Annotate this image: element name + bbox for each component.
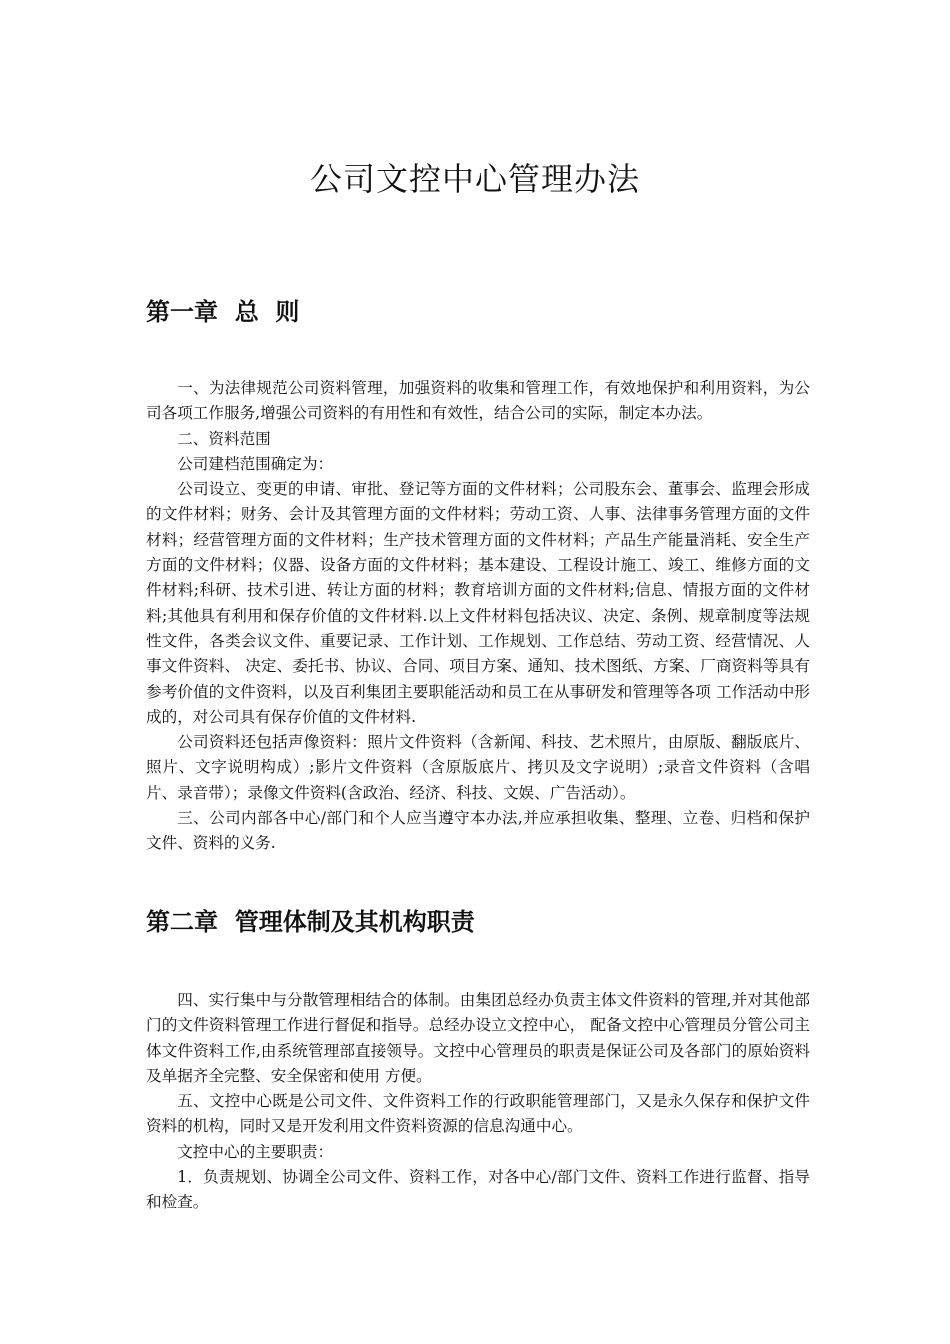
paragraph-audiovisual: 公司资料还包括声像资料：照片文件资料（含新闻、科技、艺术照片，由原版、翻版底片、照片、文字说明构成）;影片文件资料（含原版底片、拷贝及文字说明）;录音文件资料（含唱片、录音带）；录像文件资料(含政治、经济、科技、文娱、广告活动）。 (146, 733, 810, 802)
paragraph-scope-intro: 公司建档范围确定为： (177, 454, 334, 473)
chapter-1-heading: 第一章 总 则 (146, 298, 300, 326)
paragraph-article-1: 一、为法律规范公司资料管理，加强资料的收集和管理工作，有效地保护和利用资料，为公司各项工作服务,增强公司资料的有用性和有效性，结合公司的实际，制定本办法。 (146, 379, 810, 423)
paragraph-article-5: 五、文控中心既是公司文件、文件资料工作的行政职能管理部门，又是永久保存和保护文件资料的机构，同时又是开发利用文件资料资源的信息沟通中心。 (146, 1092, 810, 1136)
paragraph-article-3: 三、公司内部各中心/部门和个人应当遵守本办法,并应承担收集、整理、立卷、归档和保护文件、资料的义务. (146, 809, 810, 853)
chapter-2-heading: 第二章 管理体制及其机构职责 (146, 908, 475, 936)
document-title: 公司文控中心管理办法 (309, 160, 640, 198)
paragraph-scope-list: 公司设立、变更的申请、审批、登记等方面的文件材料；公司股东会、董事会、监理会形成的文件材料；财务、会计及其管理方面的文件材料；劳动工资、人事、法律事务管理方面的文件材料；经营管理方面的文件材料；生产技术管理方面的文件材料；产品生产能量消耗、安全生产方面的文件材料；仪器、设备方面的文件材料；基本建设、工程设计施工、竣工、维修方面的文件材料;科研、技术引进、转让方面的材料；教育培训方面的文件材料;信息、情报方面的文件材料;其他具有利用和保存价值的文件材料.以上文件材料包括决议、决定、条例、规章制度等法规性文件，各类会议文件、重要记录、工作计划、工作规划、工作总结、劳动工资、经营情况、人事文件资料、 决定、委托书、协议、合同、项目方案、通知、技术图纸、方案、厂商资料等具有参考价值的文件资料，以及百利集团主要职能活动和员工在从事研发和管理等各项 工作活动中形成的，对公司具有保存价值的文件材料. (146, 480, 810, 726)
paragraph-article-4: 四、实行集中与分散管理相结合的体制。由集团总经办负责主体文件资料的管理,并对其他部门的文件资料管理工作进行督促和指导。总经办设立文控中心， 配备文控中心管理员分管公司主体文件资料工作,由系统管理部直接领导。文控中心管理员的职责是保证公司及各部门的原始资料及单据齐全完整、安全保密和使用 方便。 (146, 991, 810, 1085)
paragraph-duties-intro: 文控中心的主要职责： (177, 1142, 334, 1161)
paragraph-duty-1: 1．负责规划、协调全公司文件、资料工作，对各中心/部门文件、资料工作进行监督、指导和检查。 (146, 1168, 810, 1212)
chapter-2-body (146, 988, 810, 1216)
paragraph-article-2-heading: 二、资料范围 (177, 429, 271, 448)
chapter-1-body (146, 376, 810, 857)
